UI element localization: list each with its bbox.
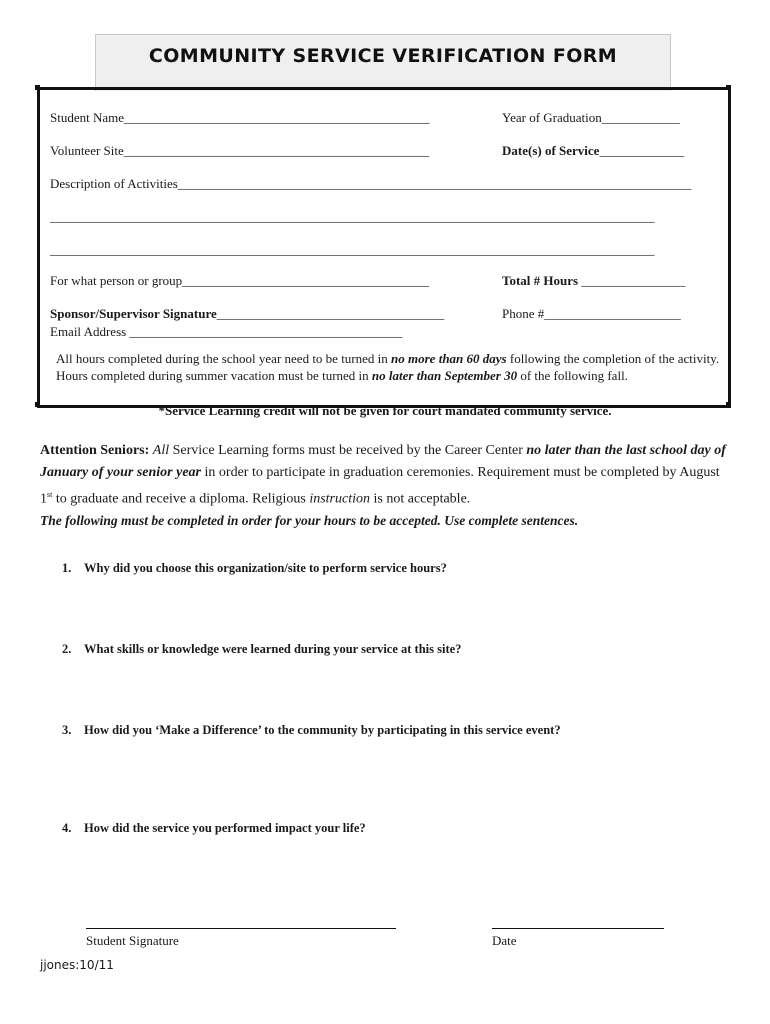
dates-of-service-field[interactable] [502,143,684,159]
total-hours-line: ________________ [578,273,686,288]
answer-area-2[interactable] [62,663,712,718]
student-signature-label: Student Signature [86,933,179,948]
sponsor-signature-field[interactable] [50,306,444,322]
dates-of-service-line: _____________ [599,143,684,158]
total-hours-field[interactable] [502,273,685,289]
description-line-3[interactable]: _____________________________________________________________________________________________ [50,242,655,257]
volunteer-site-field[interactable]: Volunteer Site_______________________________________________ [50,143,430,158]
instructions-text: The following must be completed in order for your hours to be accepted. Use complete sentences. [40,513,579,528]
page-title: COMMUNITY SERVICE VERIFICATION FORM [148,45,618,67]
date-label: Date [492,933,517,948]
answer-area-4[interactable] [62,842,712,922]
sponsor-signature-label: Sponsor/Supervisor Signature [50,306,217,321]
title-banner [95,34,671,91]
phone-field[interactable]: Phone #_____________________ [502,306,681,321]
corner-marker-tr [726,85,731,90]
person-or-group-field[interactable]: For what person or group______________________________________ [50,273,430,288]
student-name-field[interactable]: Student Name_______________________________________________ [50,110,430,125]
court-mandated-note: *Service Learning credit will not be given for court mandated community service. [158,403,612,418]
attention-seniors-paragraph: Attention Seniors: All Service Learning forms must be received by the Career Center no later than the last school day of January of your senior year in order to participate in graduation ceremonies. Requirement must be completed by August 1st to graduate and receive a diploma. Religious instruction is not acceptable. [40,443,726,507]
sponsor-signature-line: ___________________________________ [216,306,445,321]
hours-deadline-note: All hours completed during the school year need to be turned in no more than 60 days following the completion of the activity. Hours completed during summer vacation must be turned in no later than September 30 of the following fall. [56,351,720,383]
total-hours-label: Total # Hours [502,273,579,288]
corner-marker-tl [35,85,40,90]
dates-of-service-label: Date(s) of Service [502,143,600,158]
question-3: 3. How did you ‘Make a Difference’ to the community by participating in this service event? [62,723,561,737]
year-of-graduation-field[interactable]: Year of Graduation____________ [502,110,680,125]
date-line[interactable] [492,928,664,929]
question-1: 1. Why did you choose this organization/site to perform service hours? [62,561,447,575]
student-signature-line[interactable] [86,928,396,929]
description-field[interactable]: Description of Activities_______________________________________________________________________________ [50,176,692,191]
question-2: 2. What skills or knowledge were learned during your service at this site? [62,642,462,656]
email-address-field[interactable]: Email Address __________________________________________ [50,324,403,339]
answer-area-3[interactable] [62,744,712,814]
description-line-2[interactable]: _____________________________________________________________________________________________ [50,209,655,224]
answer-area-1[interactable] [62,582,712,637]
question-4: 4. How did the service you performed impact your life? [62,821,366,835]
footer-revision: jjones:10/11 [40,958,114,972]
